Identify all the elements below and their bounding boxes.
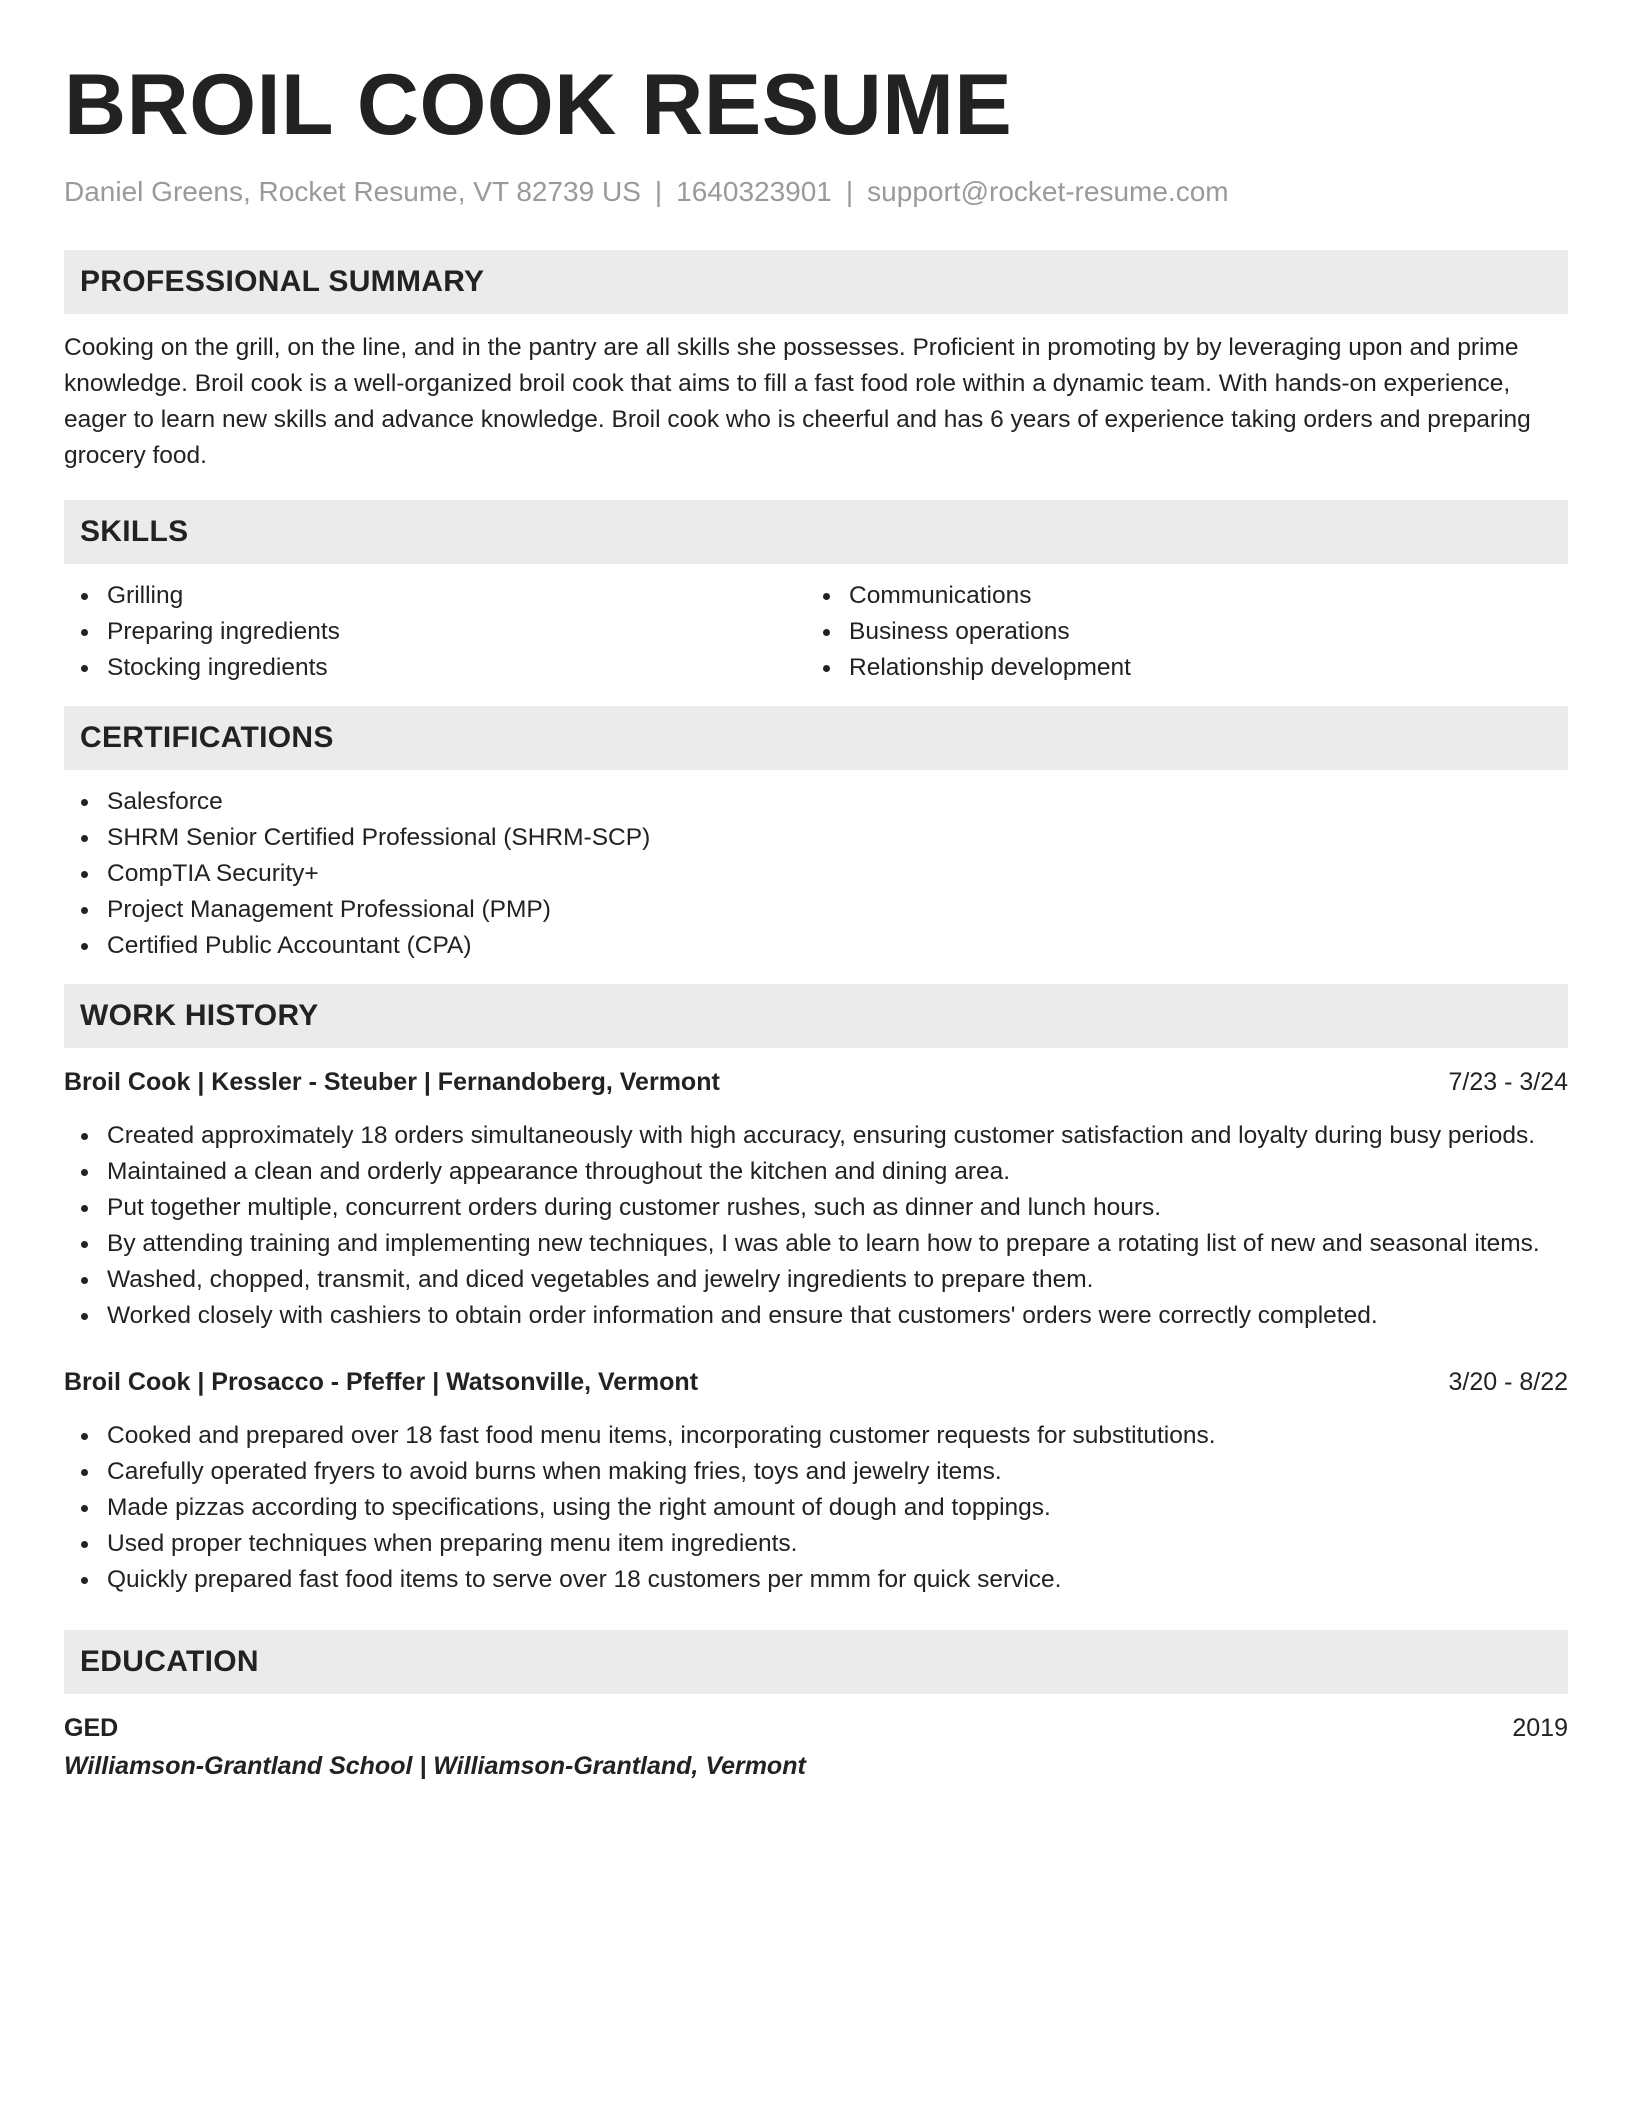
job-title: Broil Cook | Kessler - Steuber | Fernandoberg, Vermont	[64, 1068, 720, 1096]
job-entry	[64, 1064, 1568, 1334]
skills-column-left	[64, 578, 806, 686]
job-bullet: By attending training and implementing new techniques, I was able to learn how to prepare a rotating list of new and seasonal items.	[64, 1226, 1568, 1262]
skills-column-right	[806, 578, 1548, 686]
job-dates: 7/23 - 3/24	[1448, 1068, 1568, 1096]
job-bullet: Washed, chopped, transmit, and diced vegetables and jewelry ingredients to prepare them.	[64, 1262, 1568, 1298]
job-header	[64, 1064, 1568, 1100]
education-school: Williamson-Grantland School | Williamson-Grantland, Vermont	[64, 1752, 806, 1780]
education-degree: GED	[64, 1714, 119, 1742]
job-bullet: Created approximately 18 orders simultaneously with high accuracy, ensuring customer satisfaction and loyalty during busy periods.	[64, 1118, 1568, 1154]
contact-separator: |	[845, 176, 854, 207]
job-bullet: Cooked and prepared over 18 fast food menu items, incorporating customer requests for substitutions.	[64, 1418, 1568, 1454]
section-header-certifications: CERTIFICATIONS	[64, 706, 1568, 770]
job-title: Broil Cook | Prosacco - Pfeffer | Watsonville, Vermont	[64, 1368, 699, 1396]
certifications-list	[64, 784, 1568, 964]
summary-text: Cooking on the grill, on the line, and in the pantry are all skills she possesses. Proficient in promoting by by leveraging upon and prime knowledge. Broil cook is a well-organized broil cook that aims to fill a fast food role within a dynamic team. With hands-on experience, eager to learn new skills and advance knowledge. Broil cook who is cheerful and has 6 years of experience taking orders and preparing grocery food.	[64, 334, 1531, 469]
certification-item: SHRM Senior Certified Professional (SHRM-SCP)	[64, 820, 1568, 856]
job-bullets	[64, 1118, 1568, 1334]
skill-item: Communications	[806, 578, 1548, 614]
job-bullet: Maintained a clean and orderly appearance throughout the kitchen and dining area.	[64, 1154, 1568, 1190]
section-header-education: EDUCATION	[64, 1630, 1568, 1694]
skill-item: Relationship development	[806, 650, 1548, 686]
skill-item: Stocking ingredients	[64, 650, 806, 686]
job-dates: 3/20 - 8/22	[1448, 1368, 1568, 1396]
job-bullet: Quickly prepared fast food items to serve over 18 customers per mmm for quick service.	[64, 1562, 1568, 1598]
skill-item: Preparing ingredients	[64, 614, 806, 650]
resume-title: BROIL COOK RESUME	[64, 57, 1013, 153]
skills-list	[64, 578, 1568, 686]
contact-separator: |	[654, 176, 663, 207]
certification-item: Certified Public Accountant (CPA)	[64, 928, 1568, 964]
contact-phone: 1640323901	[676, 176, 832, 207]
contact-address: Daniel Greens, Rocket Resume, VT 82739 US	[64, 176, 641, 207]
education-header	[64, 1710, 1568, 1746]
job-entry	[64, 1364, 1568, 1598]
job-bullet: Carefully operated fryers to avoid burns when making fries, toys and jewelry items.	[64, 1454, 1568, 1490]
job-bullets	[64, 1418, 1568, 1598]
contact-email: support@rocket-resume.com	[867, 176, 1229, 207]
job-bullet: Worked closely with cashiers to obtain order information and ensure that customers' orders were correctly completed.	[64, 1298, 1568, 1334]
certification-item: CompTIA Security+	[64, 856, 1568, 892]
education-entry	[64, 1710, 1568, 1784]
education-year: 2019	[1512, 1714, 1568, 1742]
contact-line	[64, 174, 1568, 210]
certification-item: Salesforce	[64, 784, 1568, 820]
job-bullet: Used proper techniques when preparing menu item ingredients.	[64, 1526, 1568, 1562]
job-bullet: Put together multiple, concurrent orders during customer rushes, such as dinner and lunch hours.	[64, 1190, 1568, 1226]
skill-item: Grilling	[64, 578, 806, 614]
certification-item: Project Management Professional (PMP)	[64, 892, 1568, 928]
job-header	[64, 1364, 1568, 1400]
skill-item: Business operations	[806, 614, 1548, 650]
section-header-work-history: WORK HISTORY	[64, 984, 1568, 1048]
section-header-skills: SKILLS	[64, 500, 1568, 564]
section-header-summary: PROFESSIONAL SUMMARY	[64, 250, 1568, 314]
job-bullet: Made pizzas according to specifications, using the right amount of dough and toppings.	[64, 1490, 1568, 1526]
